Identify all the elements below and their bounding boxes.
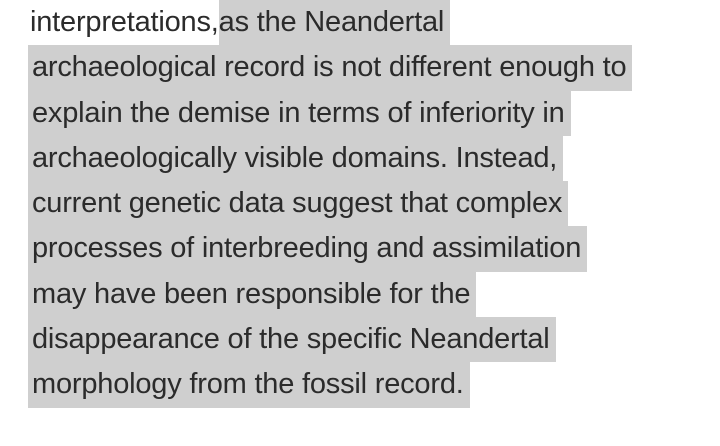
text-line [30,181,710,226]
text-line [30,362,710,407]
highlighted-text[interactable]: processes of interbreeding and assimilation [28,226,587,271]
text-line [30,226,710,271]
highlighted-text[interactable]: may have been responsible for the [28,272,476,317]
text-line [30,45,710,90]
highlighted-text[interactable]: morphology from the fossil record. [28,362,470,407]
text-line [30,272,710,317]
plain-text: interpretations, [30,6,219,38]
highlighted-text[interactable]: explain the demise in terms of inferiority in [28,91,571,136]
text-line [30,91,710,136]
text-line [30,0,710,45]
highlighted-text[interactable]: disappearance of the specific Neandertal [28,317,556,362]
highlighted-text[interactable]: archaeological record is not different enough to [28,45,632,90]
highlighted-text[interactable]: current genetic data suggest that complex [28,181,568,226]
text-line [30,136,710,181]
paragraph [30,0,710,408]
highlighted-text[interactable]: archaeologically visible domains. Instead, [28,136,563,181]
highlighted-text[interactable]: as the Neandertal [219,0,451,45]
text-line [30,317,710,362]
